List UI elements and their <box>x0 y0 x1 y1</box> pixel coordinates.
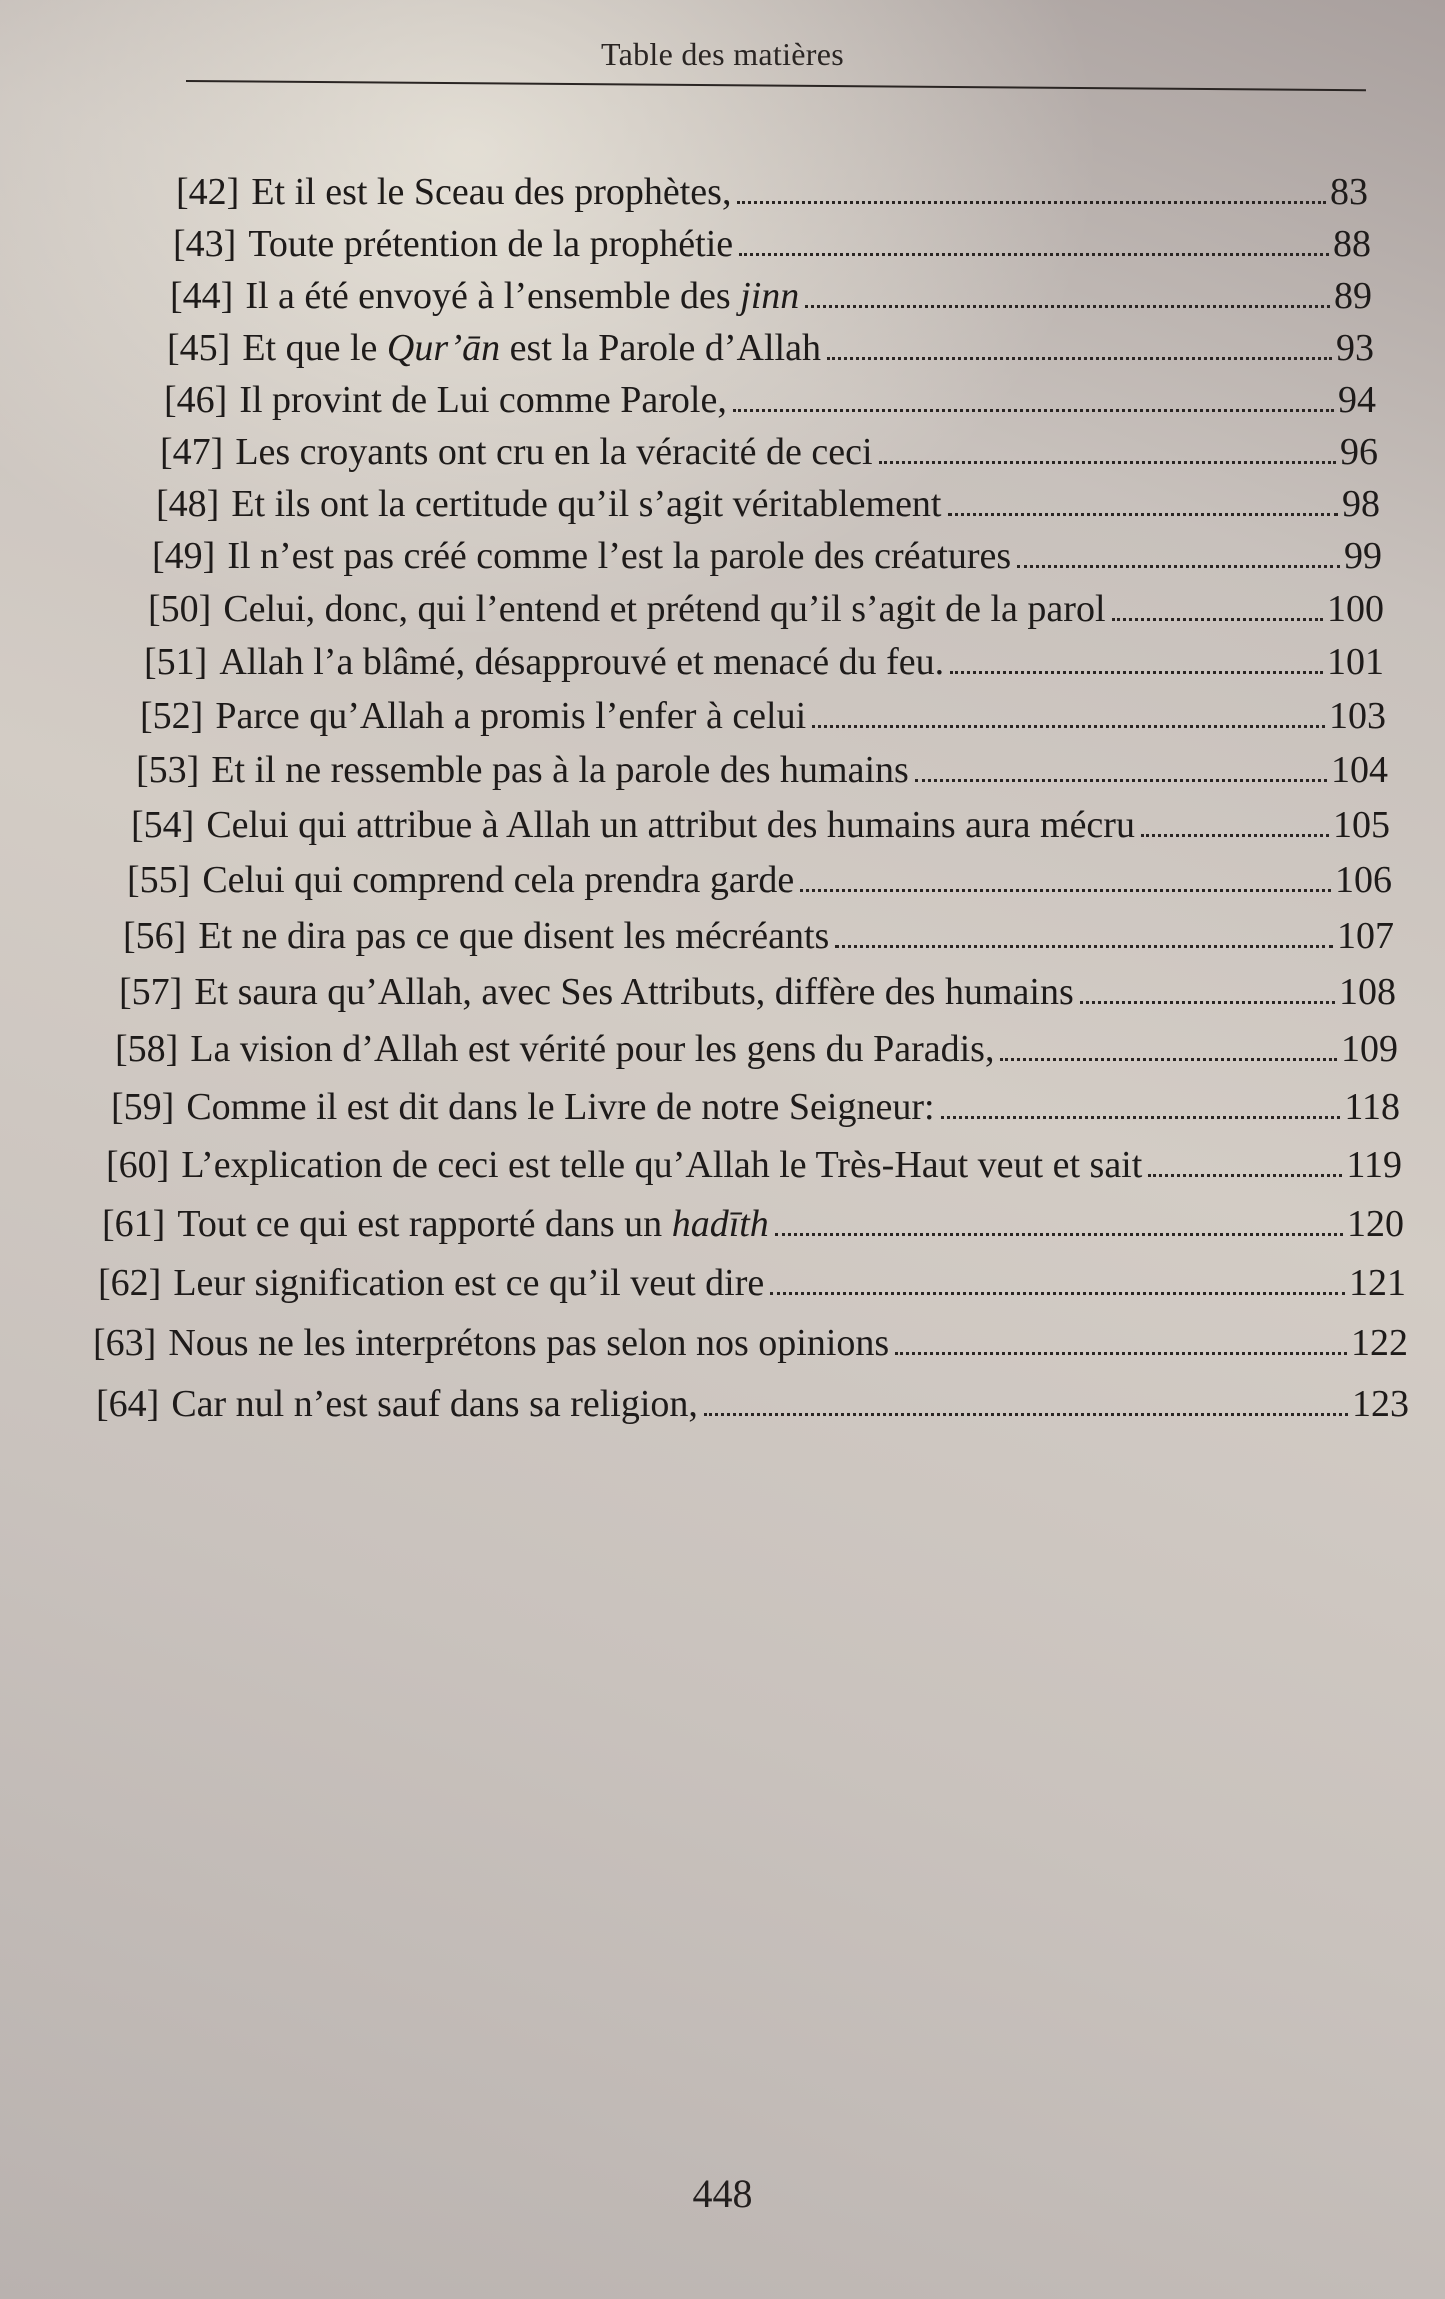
toc-entry-title: Les croyants ont cru en la véracité de ceci <box>235 431 873 473</box>
toc-entry <box>98 1259 1406 1307</box>
toc-entry-page: 101 <box>1327 641 1384 683</box>
toc-entry-number: [64] <box>96 1383 160 1425</box>
toc-entry-title: L’explication de ceci est telle qu’Allah le Très-Haut veut et sait <box>181 1144 1143 1186</box>
toc-entry-title: Celui, donc, qui l’entend et prétend qu’il s’agit de la parol <box>223 588 1106 630</box>
toc-entry-number: [56] <box>123 915 187 957</box>
toc-entry-number: [62] <box>98 1262 162 1304</box>
toc-entry <box>111 1083 1400 1131</box>
toc-entry <box>123 912 1394 960</box>
toc-entry-number: [50] <box>148 588 212 630</box>
toc-entry-page: 88 <box>1333 223 1371 265</box>
toc-entry-page: 96 <box>1340 431 1378 473</box>
toc-title-text: Il a été envoyé à l’ensemble des <box>245 275 741 317</box>
toc-entry-page: 120 <box>1347 1203 1404 1245</box>
toc-entry-title: Et il est le Sceau des prophètes, <box>251 171 732 213</box>
dot-leader <box>879 461 1336 464</box>
toc-entry-number: [52] <box>140 695 204 737</box>
toc-entry <box>140 692 1386 740</box>
toc-entry <box>131 801 1390 849</box>
toc-entry-number: [55] <box>127 859 191 901</box>
toc-entry-title: Et saura qu’Allah, avec Ses Attributs, diffère des humains <box>194 971 1074 1013</box>
toc-entry-number: [49] <box>152 535 216 577</box>
toc-title-text: Tout ce qui est rapporté dans un <box>177 1203 672 1245</box>
dot-leader <box>1141 834 1329 837</box>
toc-entry <box>115 1025 1398 1073</box>
toc-entry-title: Celui qui comprend cela prendra garde <box>202 859 795 901</box>
toc-entry-number: [46] <box>164 379 228 421</box>
toc-entry <box>160 428 1378 476</box>
dot-leader <box>950 671 1323 674</box>
dot-leader <box>812 725 1325 728</box>
toc-entry <box>136 746 1388 794</box>
dot-leader <box>704 1413 1348 1416</box>
toc-entry-title: Nous ne les interprétons pas selon nos opinions <box>168 1322 890 1364</box>
dot-leader <box>805 305 1330 308</box>
toc-entry-page: 100 <box>1327 588 1384 630</box>
dot-leader <box>895 1352 1347 1355</box>
dot-leader <box>827 357 1332 360</box>
dot-leader <box>775 1233 1343 1236</box>
toc-entry-page: 89 <box>1334 275 1372 317</box>
dot-leader <box>1000 1058 1337 1061</box>
toc-entry-title: Il provint de Lui comme Parole, <box>239 379 727 421</box>
toc-entry-page: 118 <box>1344 1086 1400 1128</box>
dot-leader <box>941 1116 1341 1119</box>
toc-title-text-after: est la Parole d’Allah <box>500 327 821 369</box>
toc-entry-title: Comme il est dit dans le Livre de notre Seigneur: <box>186 1086 935 1128</box>
toc-entry-number: [47] <box>160 431 224 473</box>
toc-entry <box>152 532 1382 580</box>
dot-leader <box>1148 1174 1342 1177</box>
toc-entry <box>127 856 1392 904</box>
toc-entry-title: Et ils ont la certitude qu’il s’agit véritablement <box>231 483 942 525</box>
dot-leader <box>800 889 1331 892</box>
toc-entry-page: 98 <box>1342 483 1380 525</box>
toc-entry-page: 119 <box>1346 1144 1402 1186</box>
toc-entry-page: 103 <box>1329 695 1386 737</box>
toc-entry-page: 83 <box>1330 171 1368 213</box>
toc-entry-title: Parce qu’Allah a promis l’enfer à celui <box>215 695 807 737</box>
toc-entry-number: [44] <box>170 275 234 317</box>
dot-leader <box>733 409 1334 412</box>
running-head-title: Table des matières <box>600 36 845 72</box>
toc-entry-title: Leur signification est ce qu’il veut dire <box>173 1262 765 1304</box>
toc-entry-number: [42] <box>176 171 240 213</box>
toc-entry <box>176 168 1368 216</box>
toc-entry-title <box>245 272 799 320</box>
toc-entry-title: Et ne dira pas ce que disent les mécréants <box>198 915 830 957</box>
toc-entry-title: Toute prétention de la prophétie <box>248 223 734 265</box>
toc-entry-page: 94 <box>1338 379 1376 421</box>
toc-entry <box>173 220 1371 268</box>
toc-entry <box>164 376 1376 424</box>
toc-entry <box>119 968 1396 1016</box>
toc-entry-number: [48] <box>156 483 220 525</box>
toc-entry-page: 108 <box>1339 971 1396 1013</box>
toc-entry-number: [57] <box>119 971 183 1013</box>
toc-entry <box>144 638 1384 686</box>
toc-entry-page: 107 <box>1337 915 1394 957</box>
dot-leader <box>1017 565 1340 568</box>
toc-entry-title: Il n’est pas créé comme l’est la parole des créatures <box>227 535 1012 577</box>
toc-entry-number: [45] <box>167 327 231 369</box>
toc-entry-title: La vision d’Allah est vérité pour les gens du Paradis, <box>190 1028 995 1070</box>
toc-entry-page: 99 <box>1344 535 1382 577</box>
toc-entry <box>167 324 1374 372</box>
toc-entry <box>156 480 1380 528</box>
page-number: 448 <box>692 2171 753 2216</box>
toc-entry <box>102 1200 1404 1248</box>
dot-leader <box>915 779 1327 782</box>
toc-entry-title: Celui qui attribue à Allah un attribut des humains aura mécru <box>206 804 1135 846</box>
dot-leader <box>770 1292 1345 1295</box>
toc-entry-title: Et il ne ressemble pas à la parole des humains <box>211 749 909 791</box>
toc-entry-page: 109 <box>1341 1028 1398 1070</box>
dot-leader <box>737 201 1326 204</box>
dot-leader <box>739 253 1329 256</box>
dot-leader <box>835 945 1333 948</box>
toc-entry <box>148 585 1384 633</box>
toc-title-text: Et que le <box>242 327 387 369</box>
toc-entry-page: 123 <box>1352 1383 1409 1425</box>
toc-entry-number: [59] <box>111 1086 175 1128</box>
toc-title-italic: Qur’ān <box>386 327 501 369</box>
toc-entry <box>106 1141 1402 1189</box>
toc-entry-number: [61] <box>102 1203 166 1245</box>
toc-entry-page: 93 <box>1336 327 1374 369</box>
toc-entry-number: [53] <box>136 749 200 791</box>
toc-entry-title <box>242 324 821 372</box>
toc-entry-page: 122 <box>1351 1322 1408 1364</box>
toc-entry-number: [63] <box>93 1322 157 1364</box>
toc-title-italic: jinn <box>740 275 800 317</box>
toc-entry-number: [60] <box>106 1144 170 1186</box>
dot-leader <box>1080 1001 1335 1004</box>
toc-entry-number: [54] <box>131 804 195 846</box>
toc-entry <box>96 1380 1409 1428</box>
toc-entry <box>93 1319 1408 1367</box>
toc-entry-number: [51] <box>144 641 208 683</box>
toc-entry-page: 104 <box>1331 749 1388 791</box>
toc-entry-number: [43] <box>173 223 237 265</box>
toc-entry-page: 106 <box>1335 859 1392 901</box>
toc-entry <box>170 272 1372 320</box>
toc-entry-title <box>177 1200 769 1248</box>
dot-leader <box>948 513 1339 516</box>
toc-entry-title: Car nul n’est sauf dans sa religion, <box>171 1383 698 1425</box>
toc-entry-page: 105 <box>1333 804 1390 846</box>
dot-leader <box>1112 618 1324 621</box>
toc-entry-page: 121 <box>1349 1262 1406 1304</box>
toc-entry-number: [58] <box>115 1028 179 1070</box>
toc-entry-title: Allah l’a blâmé, désapprouvé et menacé du feu. <box>219 641 945 683</box>
toc-title-italic: hadīth <box>671 1203 769 1245</box>
